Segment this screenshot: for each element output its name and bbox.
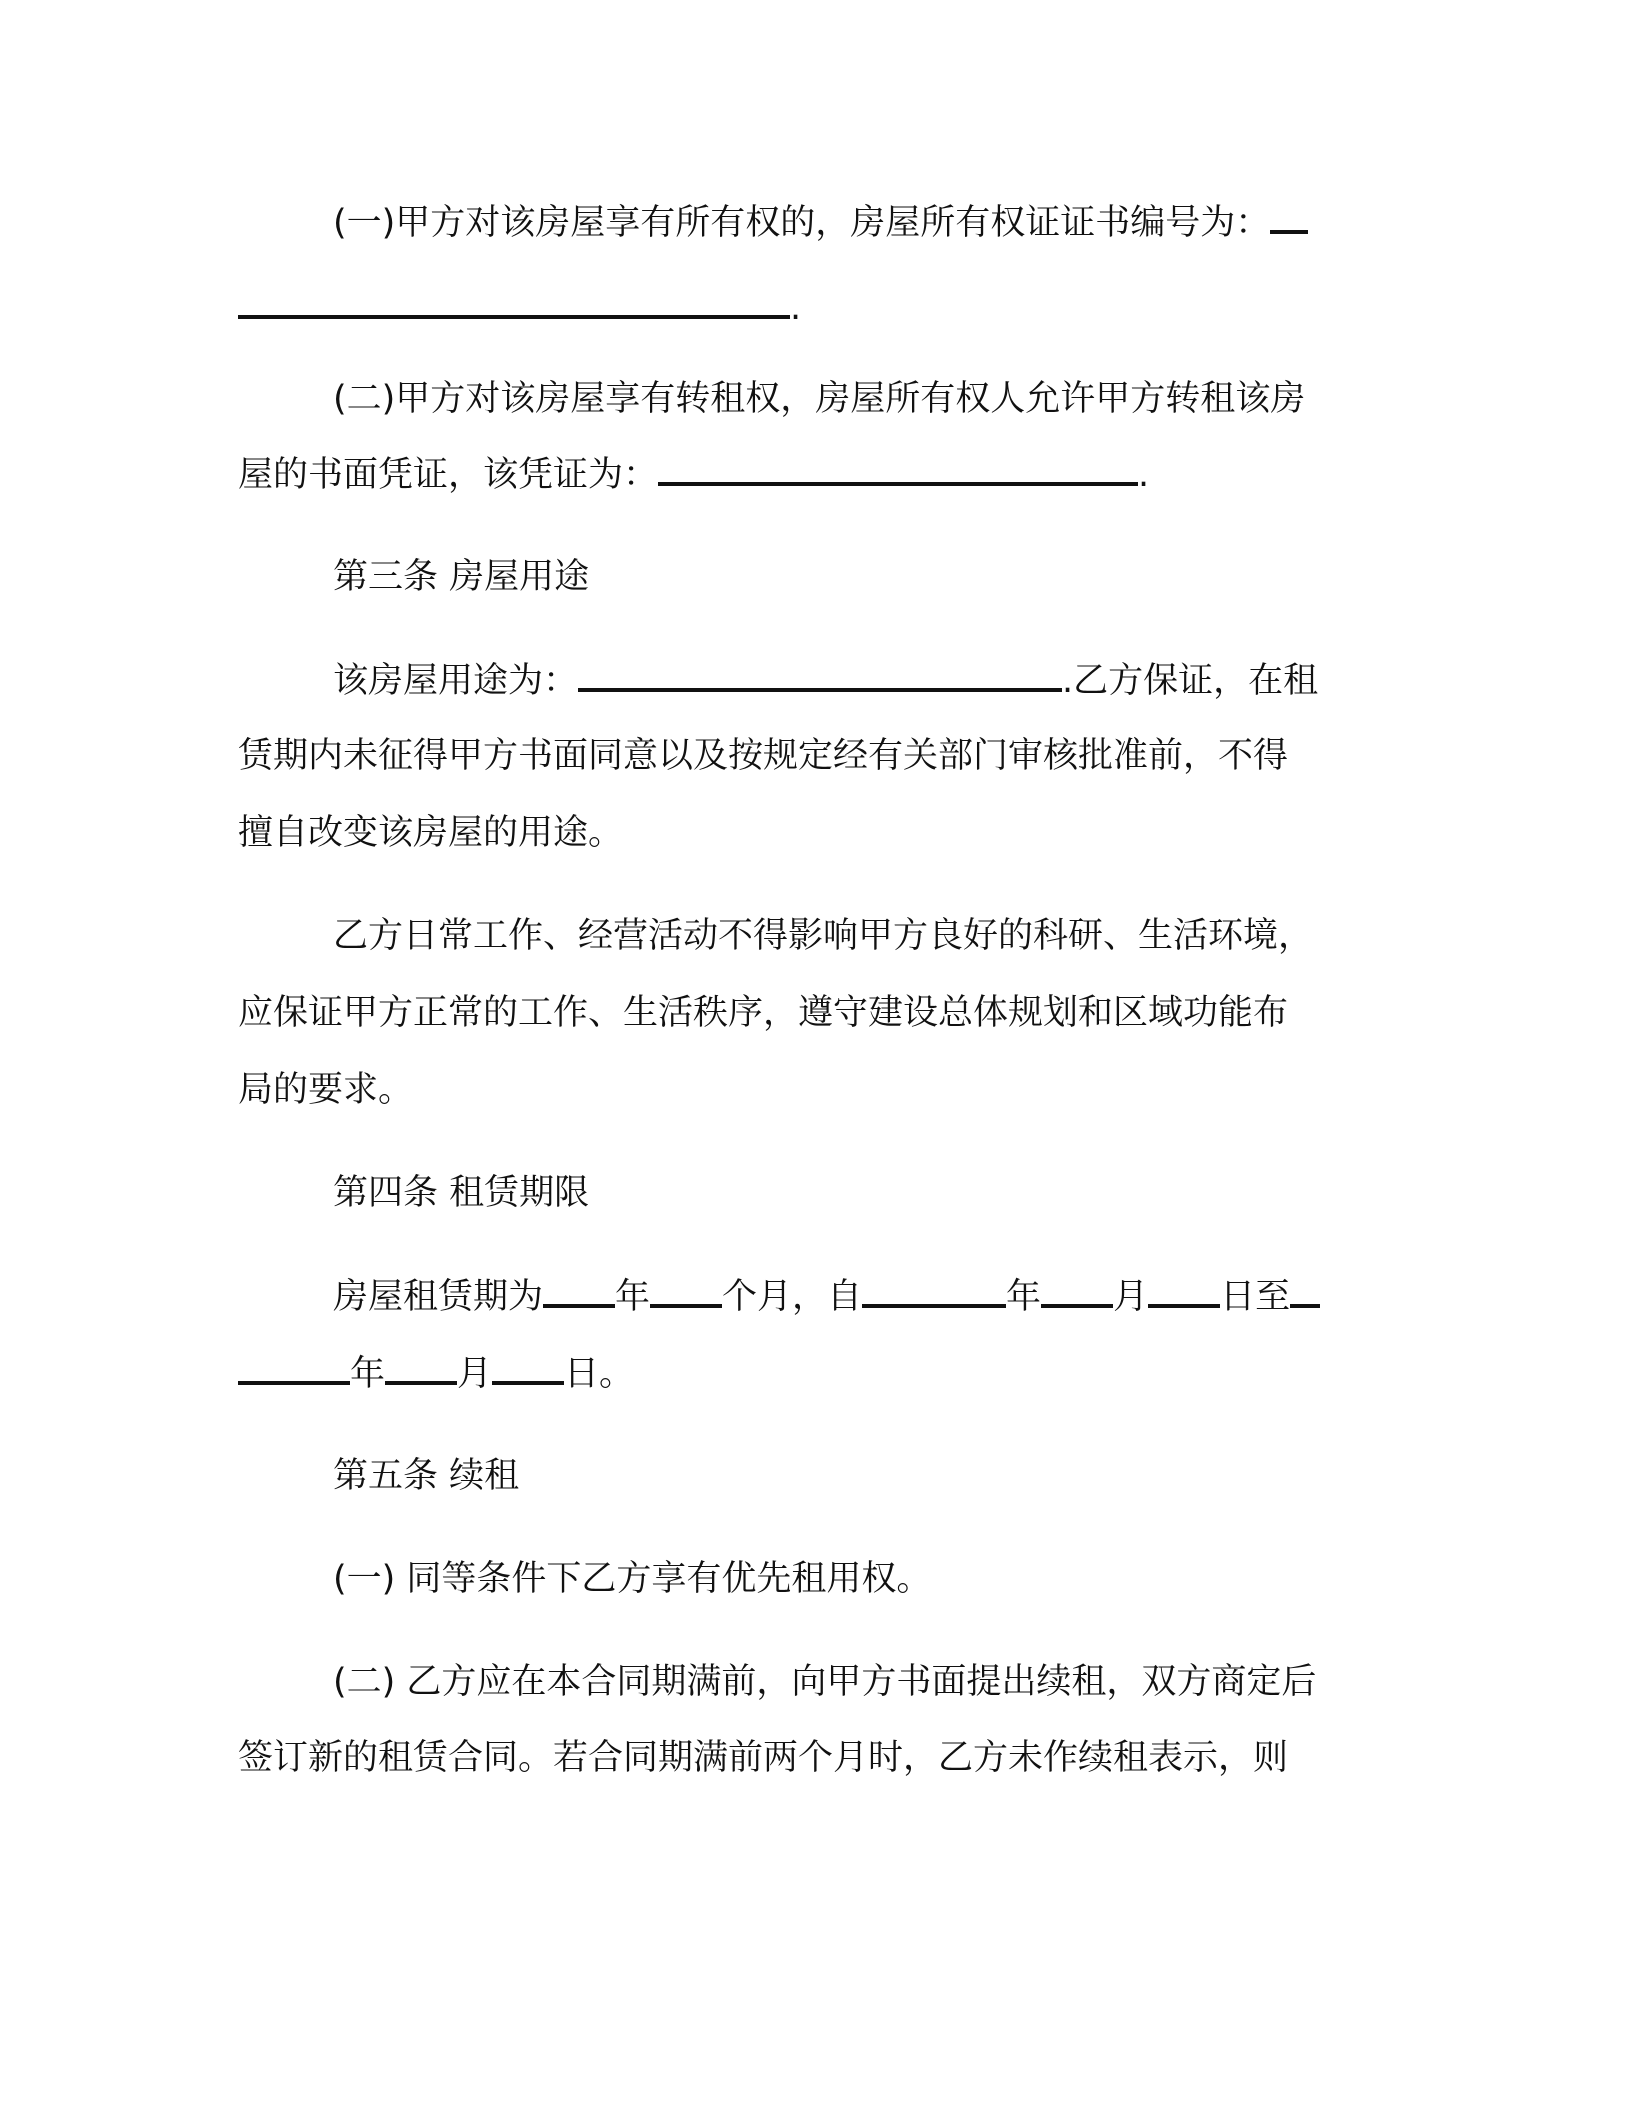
ownership-clause-end: . [790, 288, 802, 328]
end-year-blank-start [1290, 1274, 1320, 1308]
daily-line1: 乙方日常工作、经营活动不得影响甲方良好的科研、生活环境， [333, 916, 1314, 956]
usage-blank [578, 658, 1062, 692]
usage-line2: 赁期内未征得甲方书面同意以及按规定经有关部门审核批准前，不得 [238, 736, 1289, 776]
start-day-blank [1148, 1274, 1220, 1308]
certificate-number-blank [238, 285, 790, 319]
start-year-unit: 年 [1006, 1277, 1042, 1317]
start-year-blank [862, 1274, 1006, 1308]
end-day-unit: 日。 [564, 1354, 635, 1394]
daily-line3: 局的要求。 [238, 1070, 414, 1110]
sublease-clause-text2: 屋的书面凭证，该凭证为： [238, 455, 659, 495]
usage-suffix: .乙方保证，在租 [1062, 661, 1319, 701]
certificate-number-blank-start [1270, 200, 1308, 234]
sublease-clause-text: (二)甲方对该房屋享有转租权，房屋所有权人允许甲方转租该房 [333, 379, 1306, 419]
term-years-blank [543, 1274, 615, 1308]
term-prefix: 房屋租赁期为 [333, 1277, 544, 1317]
article5-title: 第五条 续租 [333, 1456, 520, 1496]
article3-title: 第三条 房屋用途 [333, 557, 590, 597]
term-year-unit: 年 [615, 1277, 651, 1317]
usage-line3: 擅自改变该房屋的用途。 [238, 813, 624, 853]
daily-line2: 应保证甲方正常的工作、生活秩序，遵守建设总体规划和区域功能布 [238, 993, 1289, 1033]
end-year-blank [238, 1351, 350, 1385]
ownership-clause-text: (一)甲方对该房屋享有所有权的，房屋所有权证证书编号为： [333, 203, 1271, 243]
sublease-clause-end: . [1138, 455, 1150, 495]
term-line2 [238, 1351, 634, 1395]
sublease-proof-blank [658, 452, 1138, 486]
usage-line1 [333, 658, 1318, 702]
ownership-clause-line2 [238, 285, 801, 329]
renew-clause-1: (一) 同等条件下乙方享有优先租用权。 [333, 1559, 932, 1599]
term-months-unit: 个月，自 [722, 1277, 863, 1317]
article4-title: 第四条 租赁期限 [333, 1173, 590, 1213]
renew-clause-2-line1: (二) 乙方应在本合同期满前，向甲方书面提出续租，双方商定后 [333, 1662, 1317, 1702]
sublease-clause-line2 [238, 452, 1149, 496]
start-month-unit: 月 [1113, 1277, 1149, 1317]
end-month-blank [385, 1351, 457, 1385]
renew-clause-2-line2: 签订新的租赁合同。若合同期满前两个月时，乙方未作续租表示，则 [238, 1738, 1289, 1778]
end-day-blank [492, 1351, 564, 1385]
term-line1 [333, 1274, 1320, 1318]
end-month-unit: 月 [457, 1354, 493, 1394]
sublease-clause-line1 [333, 377, 1305, 421]
start-day-unit: 日至 [1220, 1277, 1291, 1317]
usage-prefix: 该房屋用途为： [333, 661, 579, 701]
term-months-blank [650, 1274, 722, 1308]
ownership-clause-line1 [333, 200, 1308, 244]
end-year-unit: 年 [350, 1354, 386, 1394]
start-month-blank [1041, 1274, 1113, 1308]
